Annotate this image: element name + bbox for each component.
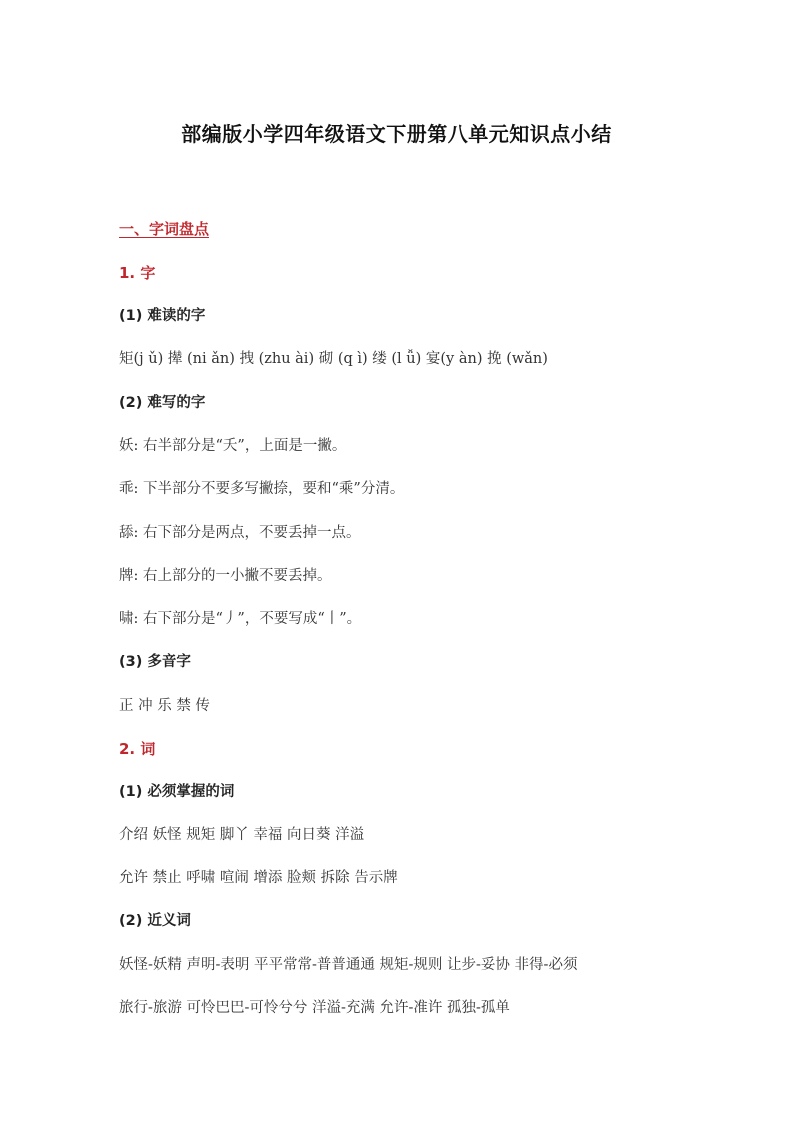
heading-synonyms: (2) 近义词 (119, 913, 191, 929)
synonym-line: 妖怪-妖精 声明-表明 平平常常-普普通通 规矩-规则 让步-妥协 非得-必须 (119, 957, 578, 973)
section-heading-word-review: 一、字词盘点 (119, 220, 210, 238)
heading-hard-to-write: (2) 难写的字 (119, 395, 206, 411)
heading-must-master: (1) 必须掌握的词 (119, 784, 235, 800)
polyphonic-line: 正 冲 乐 禁 传 (119, 698, 210, 714)
pinyin-line: 矩(j ǔ) 撵 (ni ǎn) 拽 (zhu ài) 砌 (q ì) 缕 (l ǚ) 宴(y àn) 挽 (wǎn) (119, 351, 548, 367)
subsection-heading-characters: 1. 字 (119, 264, 156, 282)
hard-char-note: 乖: 下半部分不要多写撇捺，要和“乘”分清。 (119, 481, 405, 497)
heading-hard-to-read: (1) 难读的字 (119, 308, 206, 324)
document-title: 部编版小学四年级语文下册第八单元知识点小结 (181, 122, 612, 146)
subsection-heading-words: 2. 词 (119, 740, 156, 758)
word-list-line: 允许 禁止 呼啸 喧闹 增添 脸颊 拆除 告示牌 (119, 870, 398, 886)
hard-char-note: 啸: 右下部分是“丿”，不要写成“丨”。 (119, 611, 362, 627)
hard-char-note: 妖: 右半部分是“夭”，上面是一撇。 (119, 438, 347, 454)
hard-char-note: 舔: 右下部分是两点，不要丢掉一点。 (119, 525, 361, 541)
heading-polyphonic: (3) 多音字 (119, 654, 191, 670)
word-list-line: 介绍 妖怪 规矩 脚丫 幸福 向日葵 洋溢 (119, 827, 365, 843)
synonym-line: 旅行-旅游 可怜巴巴-可怜兮兮 洋溢-充满 允许-准许 孤独-孤单 (119, 1000, 510, 1016)
hard-char-note: 牌: 右上部分的一小撇不要丢掉。 (119, 568, 332, 584)
